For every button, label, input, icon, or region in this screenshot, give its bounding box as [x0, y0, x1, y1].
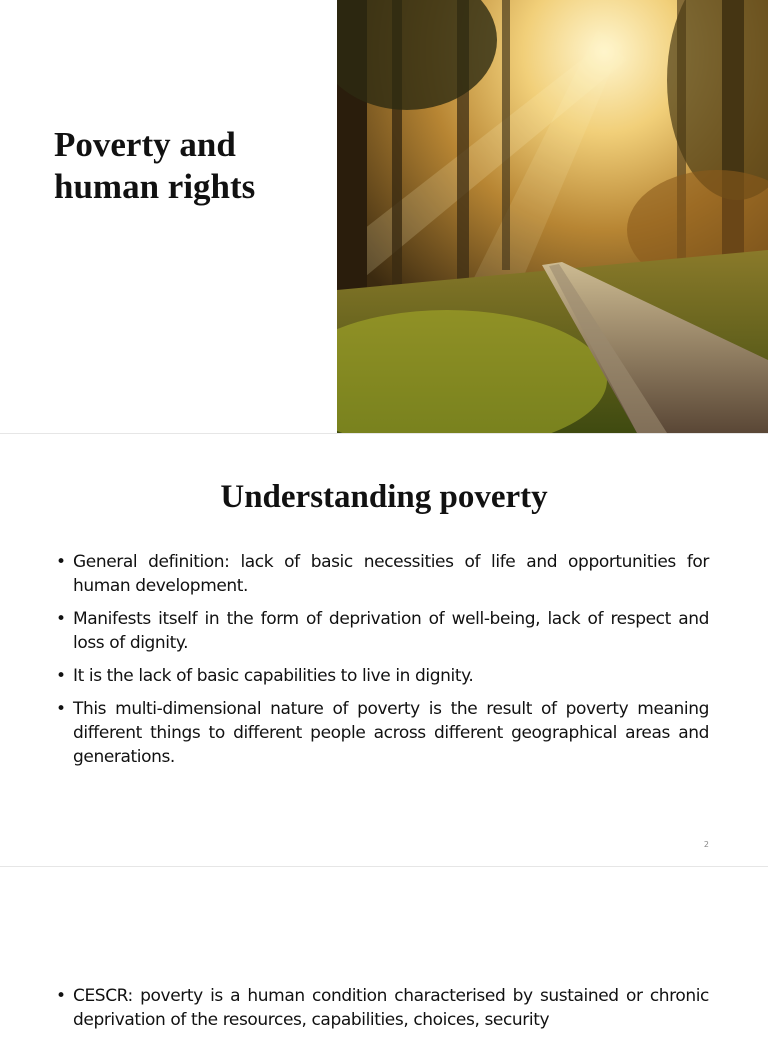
bullet-item: • This multi-dimensional nature of poverty is the result of poverty meaning different things to different people across different geographical areas and generations.: [56, 697, 709, 769]
bullet-item: • It is the lack of basic capabilities to live in dignity.: [56, 664, 709, 688]
page-number: 2: [703, 840, 709, 849]
bullet-list: [56, 550, 709, 778]
bullet-item: • Manifests itself in the form of deprivation of well-being, lack of respect and loss of dignity.: [56, 607, 709, 655]
slide-1: [0, 0, 768, 433]
forest-path-photo: [337, 0, 768, 433]
bullet-item: • CESCR: poverty is a human condition characterised by sustained or chronic deprivation of the resources, capabilities, choices, security: [56, 984, 709, 1032]
slide-title: Poverty and human rights: [54, 125, 256, 206]
bullet-list: [56, 984, 709, 1041]
bullet-item: • General definition: lack of basic necessities of life and opportunities for human development.: [56, 550, 709, 598]
slide-title: Understanding poverty: [220, 479, 548, 515]
